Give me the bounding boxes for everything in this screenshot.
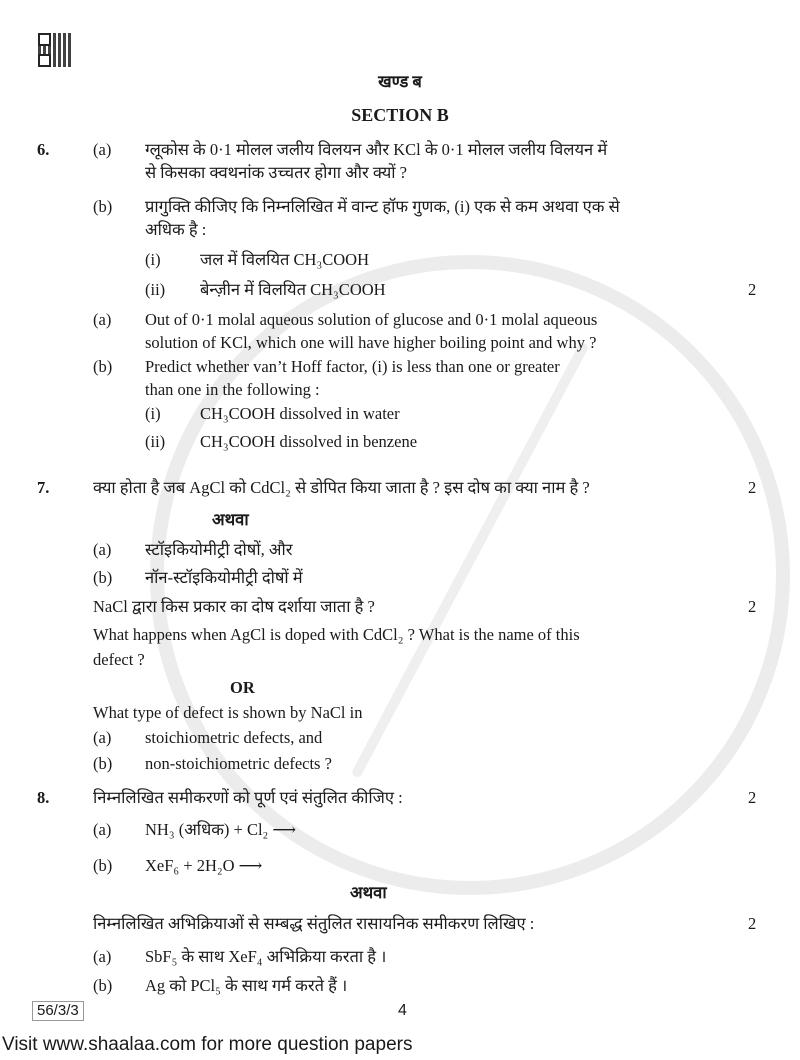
sub-label: (i) <box>145 404 161 423</box>
question-text: defect ? <box>93 650 145 669</box>
question-text: What type of defect is shown by NaCl in <box>93 703 363 722</box>
question-text: ग्लूकोस के 0·1 मोलल जलीय विलयन और KCl के 0·1 मोलल जलीय विलयन में <box>145 140 608 159</box>
part-label: (a) <box>93 947 112 966</box>
question-number: 7. <box>37 478 50 497</box>
question-number: 6. <box>37 140 50 159</box>
marks: 2 <box>748 788 757 807</box>
question-text: स्टॉइकियोमीट्री दोषों, और <box>145 540 293 559</box>
question-text: Predict whether van’t Hoff factor, (i) is less than one or greater <box>145 357 560 376</box>
equation: NH₃ (अधिक) + Cl₂ ⟶ <box>145 820 297 839</box>
section-title: SECTION B <box>351 105 449 125</box>
sub-label: (ii) <box>145 280 166 299</box>
marks: 2 <box>748 914 757 933</box>
question-text: than one in the following : <box>145 380 320 399</box>
or-divider: अथवा <box>350 883 387 902</box>
section-title-hindi: खण्ड ब <box>378 72 422 91</box>
part-label: (a) <box>93 140 112 159</box>
part-label: (b) <box>93 568 113 587</box>
question-text: से किसका क्वथनांक उच्चतर होगा और क्यों ? <box>145 163 408 182</box>
sub-label: (ii) <box>145 432 166 451</box>
question-number: 8. <box>37 788 50 807</box>
question-text: SbF₅ के साथ XeF₄ अभिक्रिया करता है । <box>145 947 387 966</box>
question-text: प्रागुक्ति कीजिए कि निम्नलिखित में वान्ट हॉफ गुणक, (i) एक से कम अथवा एक से <box>145 197 620 216</box>
part-label: (a) <box>93 728 112 747</box>
question-text: non-stoichiometric defects ? <box>145 754 332 773</box>
question-text: निम्नलिखित अभिक्रियाओं से सम्बद्ध संतुलित रासायनिक समीकरण लिखिए : <box>93 914 535 933</box>
question-text: stoichiometric defects, and <box>145 728 323 747</box>
visit-link[interactable]: Visit www.shaalaa.com for more question papers <box>2 1034 413 1055</box>
sub-label: (i) <box>145 250 161 269</box>
paper-code: 56/3/3 <box>32 1001 84 1021</box>
question-text: जल में विलयित CH₃COOH <box>200 250 369 269</box>
part-label: (b) <box>93 197 113 216</box>
equation: XeF₆ + 2H₂O ⟶ <box>145 856 263 875</box>
marks: 2 <box>748 597 757 616</box>
marks: 2 <box>748 478 757 497</box>
question-text: Ag को PCl₅ के साथ गर्म करते हैं । <box>145 976 348 995</box>
question-text: बेन्ज़ीन में विलयित CH₃COOH <box>200 280 386 299</box>
part-label: (a) <box>93 820 112 839</box>
question-text: क्या होता है जब AgCl को CdCl₂ से डोपित किया जाता है ? इस दोष का क्या नाम है ? <box>93 478 590 497</box>
question-text: नॉन-स्टॉइकियोमीट्री दोषों में <box>145 568 303 587</box>
question-text: NaCl द्वारा किस प्रकार का दोष दर्शाया जाता है ? <box>93 597 375 616</box>
question-text: अधिक है : <box>145 220 207 239</box>
qr-code-icon <box>38 33 72 67</box>
question-text: Out of 0·1 molal aqueous solution of glucose and 0·1 molal aqueous <box>145 310 598 329</box>
part-label: (a) <box>93 310 112 329</box>
part-label: (a) <box>93 540 112 559</box>
part-label: (b) <box>93 754 113 773</box>
or-divider: अथवा <box>212 510 249 529</box>
or-divider: OR <box>230 678 255 697</box>
part-label: (b) <box>93 357 113 376</box>
question-text: CH₃COOH dissolved in benzene <box>200 432 418 451</box>
question-text: CH₃COOH dissolved in water <box>200 404 400 423</box>
question-text: निम्नलिखित समीकरणों को पूर्ण एवं संतुलित कीजिए : <box>93 788 403 807</box>
marks: 2 <box>748 280 757 299</box>
part-label: (b) <box>93 856 113 875</box>
question-text: solution of KCl, which one will have higher boiling point and why ? <box>145 333 597 352</box>
question-text: What happens when AgCl is doped with CdCl₂ ? What is the name of this <box>93 625 580 644</box>
page-number: 4 <box>398 1002 407 1019</box>
part-label: (b) <box>93 976 113 995</box>
